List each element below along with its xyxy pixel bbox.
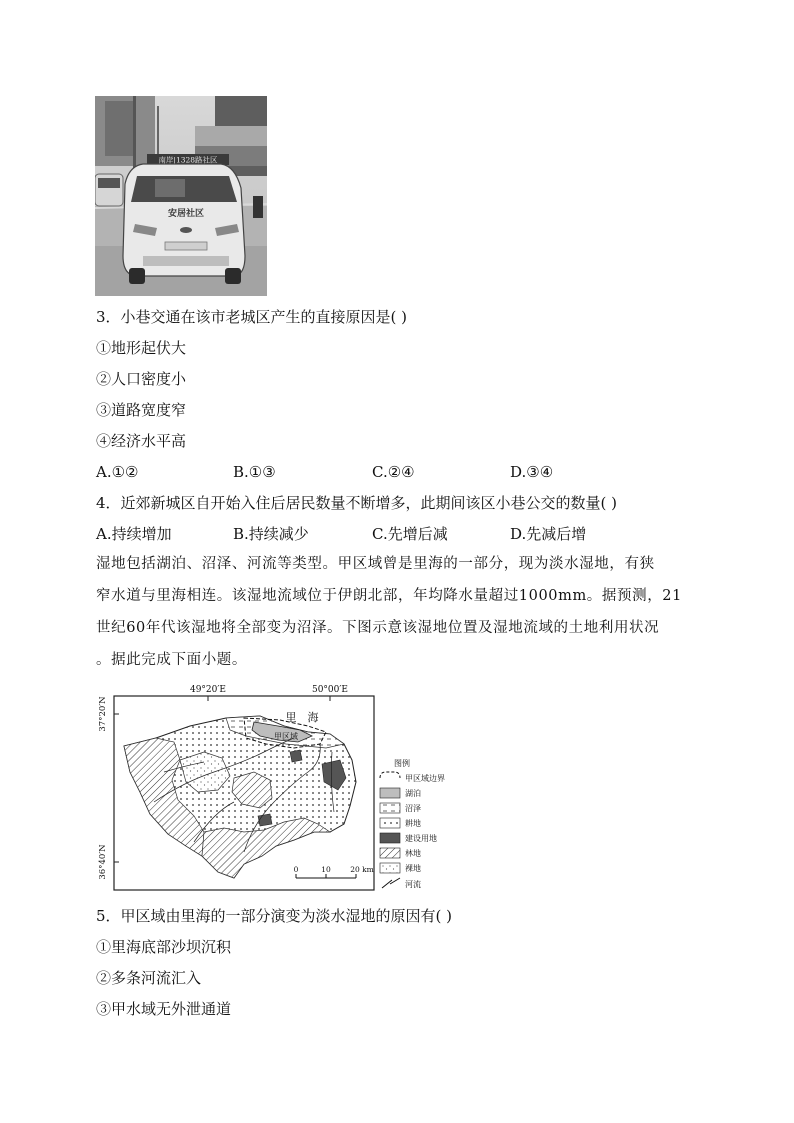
passage-line-1: 湿地包括湖泊、沼泽、河流等类型。甲区域曾是里海的一部分，现为淡水湿地，有狭 xyxy=(96,556,655,572)
legend-title: 图例 xyxy=(394,759,410,768)
latitude-label-2: 36°40′N xyxy=(98,844,108,880)
legend-label-farmland: 耕地 xyxy=(405,819,421,828)
legend-label-lake: 湖泊 xyxy=(405,789,421,798)
scale-label-10: 10 xyxy=(321,865,331,874)
passage-line-3: 世纪60年代该湿地将全部变为沼泽。下图示意该湿地位置及湿地流域的土地利用状况 xyxy=(96,620,660,636)
question-4-option-a[interactable]: A.持续增加 xyxy=(96,525,172,543)
question-3-item-1: ①地形起伏大 xyxy=(96,339,187,357)
question-5-item-2: ②多条河流汇入 xyxy=(96,969,202,987)
question-3-item-2: ②人口密度小 xyxy=(96,370,187,388)
question-4-option-d[interactable]: D.先减后增 xyxy=(510,525,587,543)
caspian-sea-label: 里 海 xyxy=(285,711,319,724)
legend-label-bare: 裸地 xyxy=(405,864,421,873)
van-side-text: 安居社区 xyxy=(167,209,205,219)
legend-swatch-forest xyxy=(380,848,400,858)
legend-swatch-swamp xyxy=(380,803,400,813)
built-up-area-3 xyxy=(290,750,302,762)
question-3-item-4: ④经济水平高 xyxy=(96,432,187,450)
legend-label-swamp: 沼泽 xyxy=(405,804,421,813)
latitude-label-1: 37°20′N xyxy=(98,696,108,732)
scale-label-20: 20 km xyxy=(350,865,374,874)
question-3-stem: 3．小巷交通在该市老城区产生的直接原因是( ) xyxy=(96,308,408,326)
bus-sign-text: 南岸|1328路社区 xyxy=(158,155,218,165)
legend-swatch-built xyxy=(380,833,400,843)
bus-photo xyxy=(95,96,267,296)
question-5-item-3: ③甲水域无外泄通道 xyxy=(96,1000,232,1018)
longitude-label-2: 50°00′E xyxy=(311,685,349,695)
legend-swatch-farmland xyxy=(380,818,400,828)
built-up-area-2 xyxy=(258,814,272,826)
legend-label-boundary: 甲区域边界 xyxy=(405,774,445,783)
legend-label-river: 河流 xyxy=(405,880,421,889)
question-4-option-c[interactable]: C.先增后减 xyxy=(372,525,448,543)
legend-label-forest: 林地 xyxy=(405,849,421,858)
bus-photo-graphic xyxy=(95,96,267,296)
question-3-option-a[interactable]: A.①② xyxy=(96,463,139,481)
scale-label-0: 0 xyxy=(293,865,299,874)
question-3-option-d[interactable]: D.③④ xyxy=(510,463,554,481)
passage-line-2: 窄水道与里海相连。该湿地流域位于伊朗北部，年均降水量超过1000mm。据预测，21 xyxy=(96,588,682,604)
question-3-option-b[interactable]: B.①③ xyxy=(233,463,276,481)
jia-region-label: 甲区域 xyxy=(274,732,298,741)
legend-swatch-lake xyxy=(380,788,400,798)
legend-swatch-bare xyxy=(380,863,400,873)
question-4-options xyxy=(0,524,794,544)
passage-line-4: 。据此完成下面小题。 xyxy=(96,652,247,668)
question-5-stem: 5．甲区域由里海的一部分演变为淡水湿地的原因有( ) xyxy=(96,907,453,925)
land-use-map xyxy=(94,682,464,894)
map-legend xyxy=(380,758,445,889)
question-4-stem: 4．近郊新城区自开始入住后居民数量不断增多，此期间该区小巷公交的数量( ) xyxy=(96,494,618,512)
legend-swatch-river xyxy=(382,878,400,888)
question-3-options xyxy=(0,462,794,482)
legend-swatch-boundary xyxy=(380,772,400,778)
land-use-map-figure xyxy=(94,682,464,894)
longitude-label-1: 49°20′E xyxy=(189,685,227,695)
question-5-item-1: ①里海底部沙坝沉积 xyxy=(96,938,232,956)
question-4-option-b[interactable]: B.持续减少 xyxy=(233,525,309,543)
question-3-option-c[interactable]: C.②④ xyxy=(372,463,415,481)
legend-label-built: 建设用地 xyxy=(405,834,437,843)
question-3-item-3: ③道路宽度窄 xyxy=(96,401,187,419)
